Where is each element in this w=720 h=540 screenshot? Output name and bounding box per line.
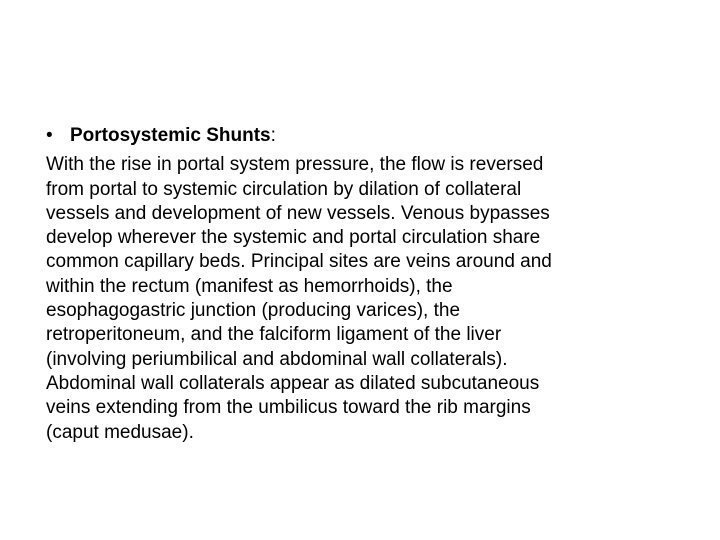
body-line: from portal to systemic circulation by dilation of collateral bbox=[46, 178, 522, 200]
body-line: Abdominal wall collaterals appear as dilated subcutaneous bbox=[46, 372, 540, 394]
slide-content bbox=[46, 124, 666, 445]
body-line: veins extending from the umbilicus toward the rib margins bbox=[46, 397, 531, 419]
bullet-heading-line bbox=[46, 124, 666, 148]
body-paragraph bbox=[46, 153, 666, 445]
body-line: (involving periumbilical and abdominal wall collaterals). bbox=[46, 348, 508, 370]
body-line: develop wherever the systemic and portal circulation share bbox=[46, 227, 541, 249]
body-line: vessels and development of new vessels. Venous bypasses bbox=[46, 202, 550, 224]
heading-colon: : bbox=[270, 125, 276, 146]
body-line: common capillary beds. Principal sites are veins around and bbox=[46, 251, 552, 273]
body-line: retroperitoneum, and the falciform ligament of the liver bbox=[46, 324, 502, 346]
body-line: esophagogastric junction (producing varices), the bbox=[46, 300, 461, 322]
body-line: (caput medusae). bbox=[46, 421, 194, 443]
body-line: With the rise in portal system pressure, the flow is reversed bbox=[46, 154, 544, 176]
slide-heading: Portosystemic Shunts bbox=[70, 125, 271, 146]
bullet-marker: • bbox=[46, 125, 53, 146]
body-line: within the rectum (manifest as hemorrhoids), the bbox=[46, 275, 453, 297]
